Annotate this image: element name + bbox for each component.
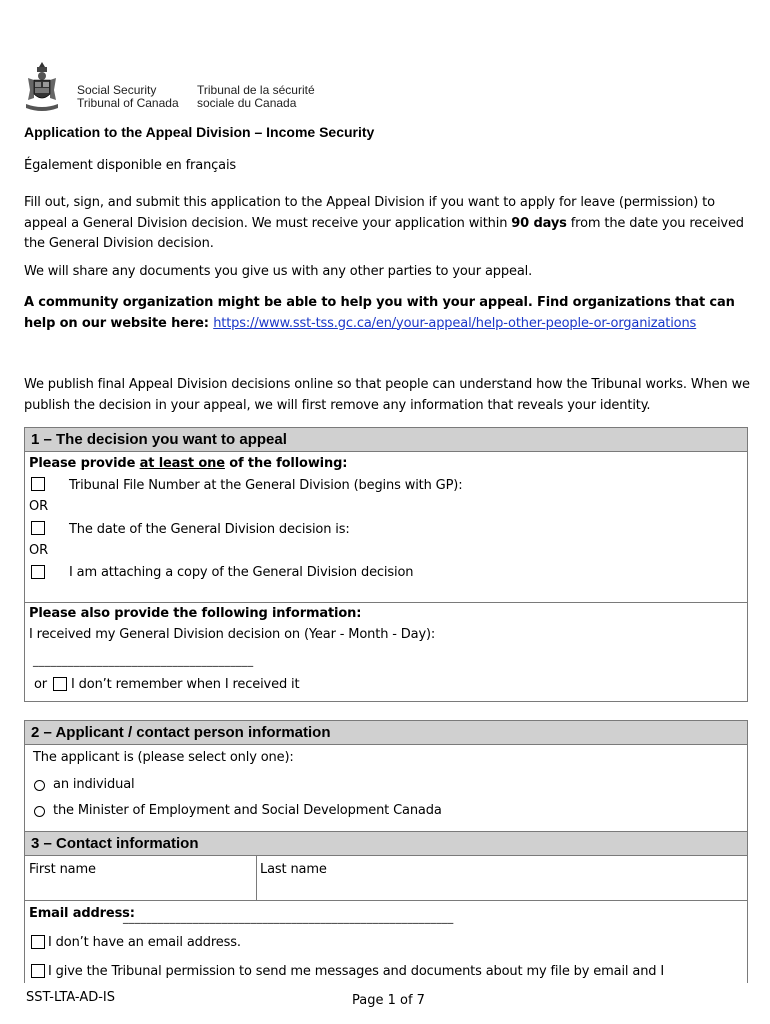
provide-suffix: of the following: — [224, 456, 348, 471]
intro-text-part2: from the date you received the General Division decision. — [24, 215, 744, 251]
dont-remember-checkbox[interactable] — [53, 677, 67, 691]
org-name-english — [77, 84, 179, 110]
email-permission-label: I give the Tribunal permission to send me messages and documents about my file by email and I — [48, 964, 665, 979]
french-availability-note: Également disponible en français — [24, 158, 237, 173]
page-title: Application to the Appeal Division – Income Security — [24, 124, 375, 140]
individual-radio[interactable] — [34, 780, 45, 791]
applicant-is-label: The applicant is (please select only one): — [33, 750, 294, 765]
org-fr-line2: sociale du Canada — [197, 96, 297, 110]
org-en-line1: Social Security — [77, 83, 157, 97]
provide-prefix: Please provide — [29, 456, 140, 471]
or-label: or — [34, 677, 47, 692]
section-decision — [24, 427, 748, 702]
name-field-divider — [256, 856, 257, 900]
first-name-label: First name — [29, 862, 96, 877]
tribunal-logo — [22, 60, 318, 114]
minister-label: the Minister of Employment and Social Development Canada — [53, 803, 442, 818]
deadline-days: 90 days — [511, 215, 567, 231]
no-email-checkbox[interactable] — [31, 935, 45, 949]
email-label: Email address: — [29, 906, 135, 921]
intro-paragraph — [24, 193, 754, 255]
section1-heading: 1 – The decision you want to appeal — [25, 428, 747, 452]
share-note: We will share any documents you give us with any other parties to your appeal. — [24, 264, 533, 279]
form-code: SST-LTA-AD-IS — [26, 990, 116, 1005]
received-date-field[interactable]: ______________________________________ — [33, 654, 254, 667]
section1-divider — [25, 602, 747, 603]
dont-remember-label: I don’t remember when I received it — [71, 677, 300, 692]
email-input[interactable]: _________________________________________________________ — [123, 911, 454, 924]
page-number: Page 1 of 7 — [352, 993, 425, 1008]
name-row-bottom-border — [25, 900, 747, 901]
provide-underlined: at least one — [139, 456, 225, 471]
file-number-checkbox[interactable] — [31, 477, 45, 491]
file-number-label: Tribunal File Number at the General Division (begins with GP): — [69, 478, 463, 493]
attach-copy-label: I am attaching a copy of the General Division decision — [69, 565, 414, 580]
community-text: A community organization might be able to help you with your appeal. Find organizations that can help on our website here: — [24, 295, 735, 331]
section2-heading: 2 – Applicant / contact person information — [25, 721, 747, 745]
section3-heading: 3 – Contact information — [25, 832, 747, 856]
or-separator-1: OR — [29, 499, 48, 514]
minister-radio[interactable] — [34, 806, 45, 817]
attach-copy-checkbox[interactable] — [31, 565, 45, 579]
provide-instruction — [29, 456, 347, 471]
decision-date-label: The date of the General Division decision is: — [69, 522, 350, 537]
help-organizations-link[interactable]: https://www.sst-tss.gc.ca/en/your-appeal/help-other-people-or-organizations — [213, 315, 697, 331]
no-email-label: I don’t have an email address. — [48, 935, 241, 950]
org-en-line2: Tribunal of Canada — [77, 96, 179, 110]
publish-note: We publish final Appeal Division decisions online so that people can understand how the Tribunal works. When we publish the decision in your appeal, we will first remove any information that reveals your identity. — [24, 377, 750, 413]
individual-label: an individual — [53, 777, 135, 792]
decision-date-checkbox[interactable] — [31, 521, 45, 535]
community-paragraph — [24, 293, 754, 334]
coat-of-arms-icon — [22, 60, 62, 114]
org-fr-line1: Tribunal de la sécurité — [197, 83, 315, 97]
section-applicant — [24, 720, 748, 983]
received-on-label: I received my General Division decision on (Year - Month - Day): — [29, 627, 436, 642]
intro-text-part1: Fill out, sign, and submit this application to the Appeal Division if you want to apply for leave (permission) to appeal a General Division decision. We must receive your application within — [24, 195, 715, 231]
email-permission-checkbox[interactable] — [31, 964, 45, 978]
org-name-french — [197, 84, 315, 110]
last-name-label: Last name — [260, 862, 327, 877]
also-provide-label: Please also provide the following information: — [29, 606, 362, 621]
or-separator-2: OR — [29, 543, 48, 558]
